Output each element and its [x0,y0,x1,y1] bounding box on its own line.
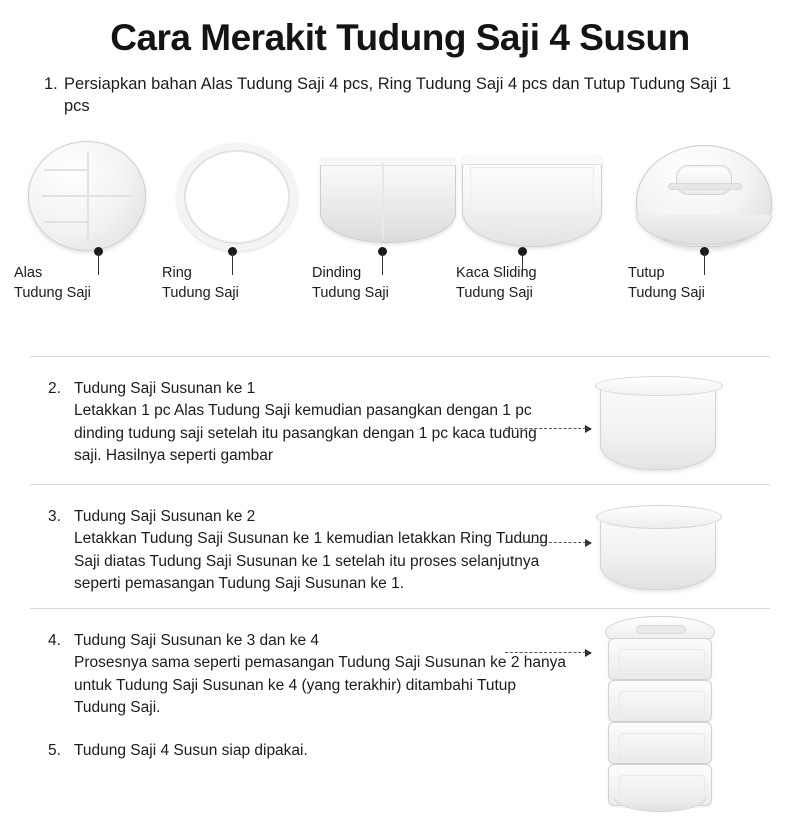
part-alas [14,129,164,329]
stack-tier [608,722,712,764]
tutup-handle [676,165,732,195]
step-1-number: 1. [44,74,58,93]
assembly-tier-2 [600,516,716,590]
part-kaca-sliding-caption: Kaca Sliding Tudung Saji [456,265,537,301]
part-ring-caption: Ring Tudung Saji [162,265,239,301]
part-alas-caption: Alas Tudung Saji [14,265,91,301]
step-5 [48,740,568,762]
stack-tier [608,638,712,680]
tutup-handle-slot [668,183,742,190]
step-4-heading: Tudung Saji Susunan ke 3 dan ke 4 [74,632,320,649]
kaca-top-rim [462,155,602,165]
step-2-heading: Tudung Saji Susunan ke 1 [74,380,256,397]
part-ring [162,129,312,329]
tutup-rim [636,215,772,245]
step-1-text: Persiapkan bahan Alas Tudung Saji 4 pcs, Ring Tudung Saji 4 pcs dan Tutup Tudung Saji 1 pcs [64,74,731,115]
ring-illustration [162,129,312,259]
step-2 [48,378,568,468]
step-4-text: Prosesnya sama seperti pemasangan Tudung Saji Susunan ke 2 hanya untuk Tudung Saji Susunan ke 4 (yang terakhir) ditambahi Tutup Tudung Saji. [74,654,567,717]
stack-lid [605,616,715,640]
step-3-arrow [505,542,591,543]
part-tutup [628,129,778,329]
divider [30,356,770,357]
step-1 [44,73,744,118]
step-2-number: 2. [48,380,61,397]
assembly-tier-2-ring [596,505,722,529]
assembly-4-tier-stack [608,630,712,820]
assembly-tier-1-rim [595,376,723,396]
part-dinding [312,129,462,329]
dinding-seam [382,163,384,239]
alas-illustration [14,129,164,259]
dinding-top-rim [320,157,456,166]
part-dinding-caption: Dinding Tudung Saji [312,265,389,301]
step-3-text: Letakkan Tudung Saji Susunan ke 1 kemudian letakkan Ring Tudung Saji diatas Tudung Saji Susunan ke 1 setelah itu proses selanjutnya seperti pemasangan Tudung Saji Susunan ke 1. [74,530,548,593]
kaca-sliding-illustration [456,129,606,259]
step-2-arrow [505,428,591,429]
ring-inner-edge [185,151,289,243]
step-3-number: 3. [48,508,61,525]
parts-row [0,129,800,329]
tutup-illustration [628,129,778,259]
alas-divider-line [44,221,88,223]
part-tutup-caption: Tutup Tudung Saji [628,265,705,301]
assembly-tier-1 [600,384,716,470]
stack-tier [608,680,712,722]
step-5-number: 5. [48,742,61,759]
step-4-number: 4. [48,632,61,649]
step-2-text: Letakkan 1 pc Alas Tudung Saji kemudian pasangkan dengan 1 pc dinding tudung saji setelah itu pasangkan dengan 1 pc kaca tudung saji. Hasilnya seperti gambar [74,402,537,465]
step-5-heading: Tudung Saji 4 Susun siap dipakai. [74,742,308,759]
page-title: Cara Merakit Tudung Saji 4 Susun [110,17,690,58]
divider [30,608,770,609]
dinding-illustration [312,129,462,259]
alas-divider-line [42,195,132,197]
kaca-inner-edge [470,167,594,235]
step-3 [48,506,568,596]
part-kaca-sliding [456,129,606,329]
step-3-heading: Tudung Saji Susunan ke 2 [74,508,256,525]
step-4 [48,630,568,720]
dinding-panel-icon [320,157,456,243]
step-4-arrow [505,652,591,653]
divider [30,484,770,485]
stack-base [614,798,706,812]
alas-divider-line [44,169,88,171]
